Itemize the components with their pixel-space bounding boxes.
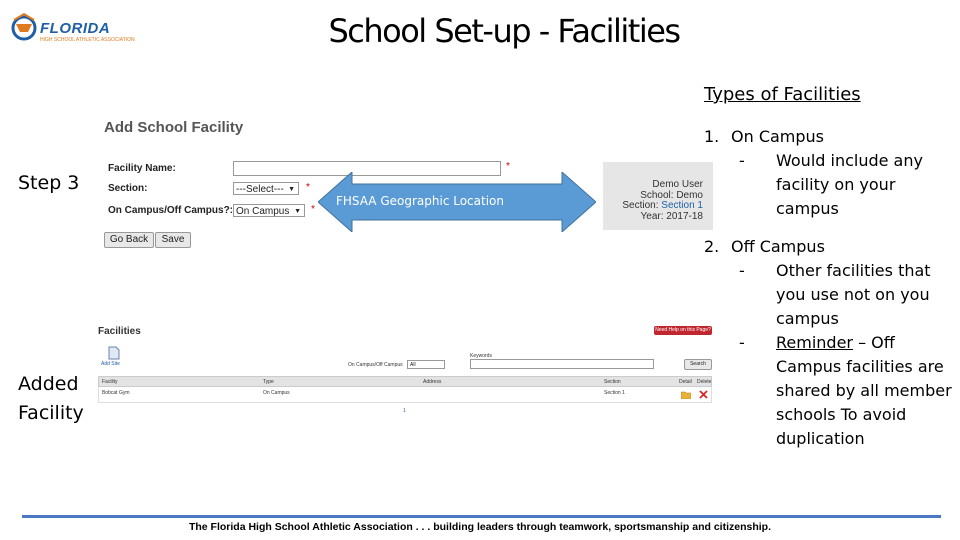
item2-line: Other facilities that: [776, 261, 931, 280]
column-header[interactable]: Type: [263, 379, 274, 385]
item1-line: facility on your: [776, 175, 896, 194]
footer-divider: [22, 515, 941, 518]
column-header[interactable]: Address: [423, 379, 442, 385]
user-school: School: Demo: [640, 189, 703, 201]
section-prefix: Section:: [622, 200, 662, 211]
item2-line: campus: [776, 309, 839, 328]
column-header[interactable]: Facility: [102, 379, 118, 385]
folder-edit-icon[interactable]: [681, 390, 691, 399]
added-facility-label: [18, 370, 84, 428]
item2-title: Off Campus: [731, 237, 825, 256]
type-cell: On Campus: [263, 390, 290, 396]
item1-line: campus: [776, 199, 839, 218]
section-select-value: ---Select---: [236, 184, 284, 195]
keywords-label: Keywords: [470, 353, 492, 359]
campus-label: On Campus/Off Campus?:: [108, 205, 234, 216]
required-mark: *: [311, 204, 315, 215]
reminder-line: [776, 331, 895, 355]
add-site-icon[interactable]: [108, 346, 120, 360]
table-row: [98, 387, 712, 403]
reminder-word: Reminder: [776, 333, 853, 352]
user-section: [607, 201, 703, 212]
column-header[interactable]: Section: [604, 379, 621, 385]
chevron-down-icon: ▼: [288, 186, 295, 193]
campus-select[interactable]: [233, 204, 305, 217]
save-button[interactable]: Save: [155, 232, 191, 248]
help-button[interactable]: Need Help on this Page?: [655, 327, 711, 333]
section-link[interactable]: Section 1: [661, 200, 703, 211]
keywords-input[interactable]: [470, 359, 654, 369]
form-title: Add School Facility: [104, 119, 244, 136]
add-site-link[interactable]: Add Site: [101, 361, 120, 367]
section-select[interactable]: [233, 182, 299, 195]
section-label: Section:: [108, 183, 148, 194]
arrow-label: FHSAA Geographic Location: [336, 194, 504, 208]
chevron-down-icon: ▼: [294, 208, 301, 215]
item1-title: On Campus: [731, 127, 825, 146]
campus-filter-select[interactable]: [407, 360, 445, 369]
campus-filter-value: All: [410, 362, 416, 368]
item2-line: schools To avoid: [776, 405, 907, 424]
added-label-line: Facility: [18, 402, 84, 424]
logo-text: FLORIDA: [40, 20, 111, 37]
bullet: -: [739, 151, 745, 170]
bullet: -: [739, 333, 745, 352]
column-header: Detail: [679, 379, 692, 385]
item2-line: you use not on you: [776, 285, 930, 304]
search-button[interactable]: Search: [684, 359, 712, 370]
user-year: Year: 2017-18: [640, 210, 703, 222]
facilities-title: Facilities: [98, 326, 141, 337]
types-heading: Types of Facilities: [704, 84, 861, 105]
user-name: Demo User: [652, 179, 703, 190]
facility-name-label: Facility Name:: [108, 163, 176, 174]
added-label-line: Added: [18, 373, 79, 395]
bullet: -: [739, 261, 745, 280]
facility-cell: Bobcat Gym: [102, 390, 130, 396]
step-label: Step 3: [18, 172, 80, 194]
required-mark: *: [306, 182, 310, 193]
reminder-rest: – Off: [853, 333, 895, 352]
item2-line: Campus facilities are: [776, 357, 944, 376]
delete-icon[interactable]: [699, 390, 708, 399]
user-info-panel: [603, 162, 713, 230]
table-header: [98, 376, 712, 387]
item2-line: duplication: [776, 429, 865, 448]
item1-number: 1.: [704, 127, 720, 146]
column-header: Delete: [697, 379, 712, 385]
logo-subtitle: HIGH SCHOOL ATHLETIC ASSOCIATION: [40, 37, 135, 43]
campus-filter-label: On Campus/Off Campus: [348, 362, 403, 368]
item2-line: shared by all member: [776, 381, 952, 400]
page-number[interactable]: 1: [403, 408, 406, 414]
item2-number: 2.: [704, 237, 720, 256]
footer-tagline: The Florida High School Athletic Association . . . building leaders through teamwork, sportsmanship and citizenship.: [188, 521, 772, 533]
page-title: School Set-up - Facilities: [328, 12, 680, 50]
campus-select-value: On Campus: [236, 206, 290, 217]
item1-line: Would include any: [776, 151, 923, 170]
required-mark: *: [506, 161, 510, 172]
go-back-button[interactable]: Go Back: [104, 232, 154, 248]
section-cell: Section 1: [604, 390, 625, 396]
